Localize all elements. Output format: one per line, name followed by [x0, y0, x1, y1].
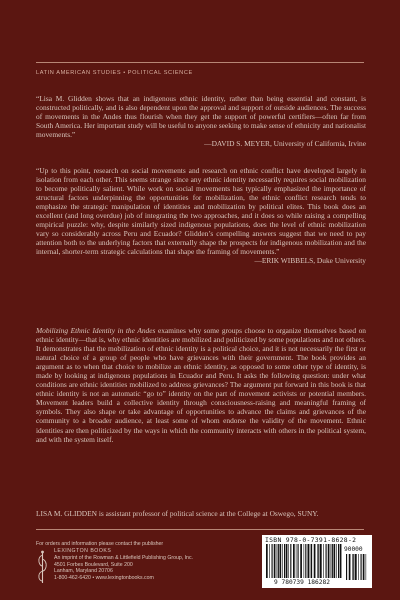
endorsement-text: “Up to this point, research on social movements and research on ethnic conflict have developed largely in isolation from each other. This seems strange since any ethnic identity necessarily requires social mobilization to become politically salient. While work on social movements has typically emphasized the importance of structural factors underpinning the opportunities for mobilization, the ethnic conflict research tends to emphasize the strategic manipulation of identities and mobilization by political elites. This book does an excellent (and long overdue) job of integrating the two approaches, and it does so while raising a compelling empirical puzzle: why, despite similarly sized indigenous populations, does the level of ethnic mobilization vary so considerably across Peru and Ecuador? Glidden’s compelling answers suggest that we need to pay attention both to the underlying factors that externally shape the prospects for indigenous mobilization and the internal, shorter-term strategic calculations that shape the framing of movements.”: [36, 166, 366, 257]
publisher-logo-icon: [36, 549, 49, 585]
publisher-name: LEXINGTON BOOKS: [54, 548, 112, 554]
author-bio: LISA M. GLIDDEN is assistant professor of political science at the College at Oswego, SUNY.: [36, 509, 319, 518]
addon-barcode-icon: [346, 554, 368, 580]
top-rule: [36, 62, 364, 63]
subject-category: [36, 70, 193, 76]
barcode-digits: 9 780739 186282: [274, 579, 330, 586]
ean-barcode-icon: [266, 544, 342, 580]
publisher-line: An imprint of the Rowman & Littlefield Publishing Group, Inc.: [54, 554, 193, 561]
price-code: 90000: [344, 546, 363, 553]
category-secondary: POLITICAL SCIENCE: [127, 70, 193, 76]
endorsement-attribution: —ERIK WIBBELS, Duke University: [254, 256, 366, 266]
barcode: [262, 535, 372, 588]
endorsement-attribution: —DAVID S. MEYER, University of California, Irvine: [204, 139, 366, 149]
book-title: Mobilizing Ethnic Identity in the Andes: [36, 326, 156, 335]
endorsement-text: “Lisa M. Glidden shows that an indigenous ethnic identity, rather than being essential and constant, is constructed politically, and is also dependent upon the approval and support of outside audiences. The success of movements in the Andes thus flourish when they get the support of powerful certifiers—often far from South America. Her important study will be useful to anyone seeking to make sense of ethnicity and nationalist movements.”: [36, 94, 366, 140]
book-description: [36, 326, 366, 444]
publisher-line: 4501 Forbes Boulevard, Suite 200: [54, 561, 133, 568]
publisher-line: 1-800-462-6420 • www.lexingtonbooks.com: [54, 575, 154, 582]
publisher-line: Lanham, Maryland 20706: [54, 568, 113, 575]
order-line: For orders and information please contact the publisher: [36, 541, 164, 547]
endorsement-meyer: [36, 94, 366, 148]
description-text: examines why some groups choose to organize themselves based on ethnic identity—that is, why ethnic identities are mobilized and politicized by some populations and not others. It demonstrates that the mobilization of ethnic identity is a political choice, and it is not necessarily the first or natural choice of a group of people who have grievances with their government. The book provides an argument as to when that choice to mobilize an ethnic identity, as opposed to some other type of identity, is made by looking at indigenous populations in Ecuador and Peru. It asks the following question: under what conditions are ethnic identities mobilized to address grievances? The argument put forward in this book is that ethnic identity is not an automatic “go to” identity on the part of movement activists or potential members. Movement leaders build a collective identity through consciousness-raising and meaningful framing of symbols. They also shape or take advantage of opportunities to advance the claims and grievances of the community to a broader audience, at least some of whom endorse the validity of the movement. Ethnic identities are then politicized by the ways in which the community interacts with others in the political system, and with the system itself.: [36, 326, 366, 444]
bottom-rule: [36, 529, 364, 530]
endorsement-wibbels: [36, 166, 366, 266]
category-primary: LATIN AMERICAN STUDIES: [36, 70, 122, 76]
publisher-info: [54, 548, 234, 582]
category-separator: •: [123, 70, 126, 76]
isbn-label: ISBN 978-0-7391-8628-2: [265, 536, 357, 544]
